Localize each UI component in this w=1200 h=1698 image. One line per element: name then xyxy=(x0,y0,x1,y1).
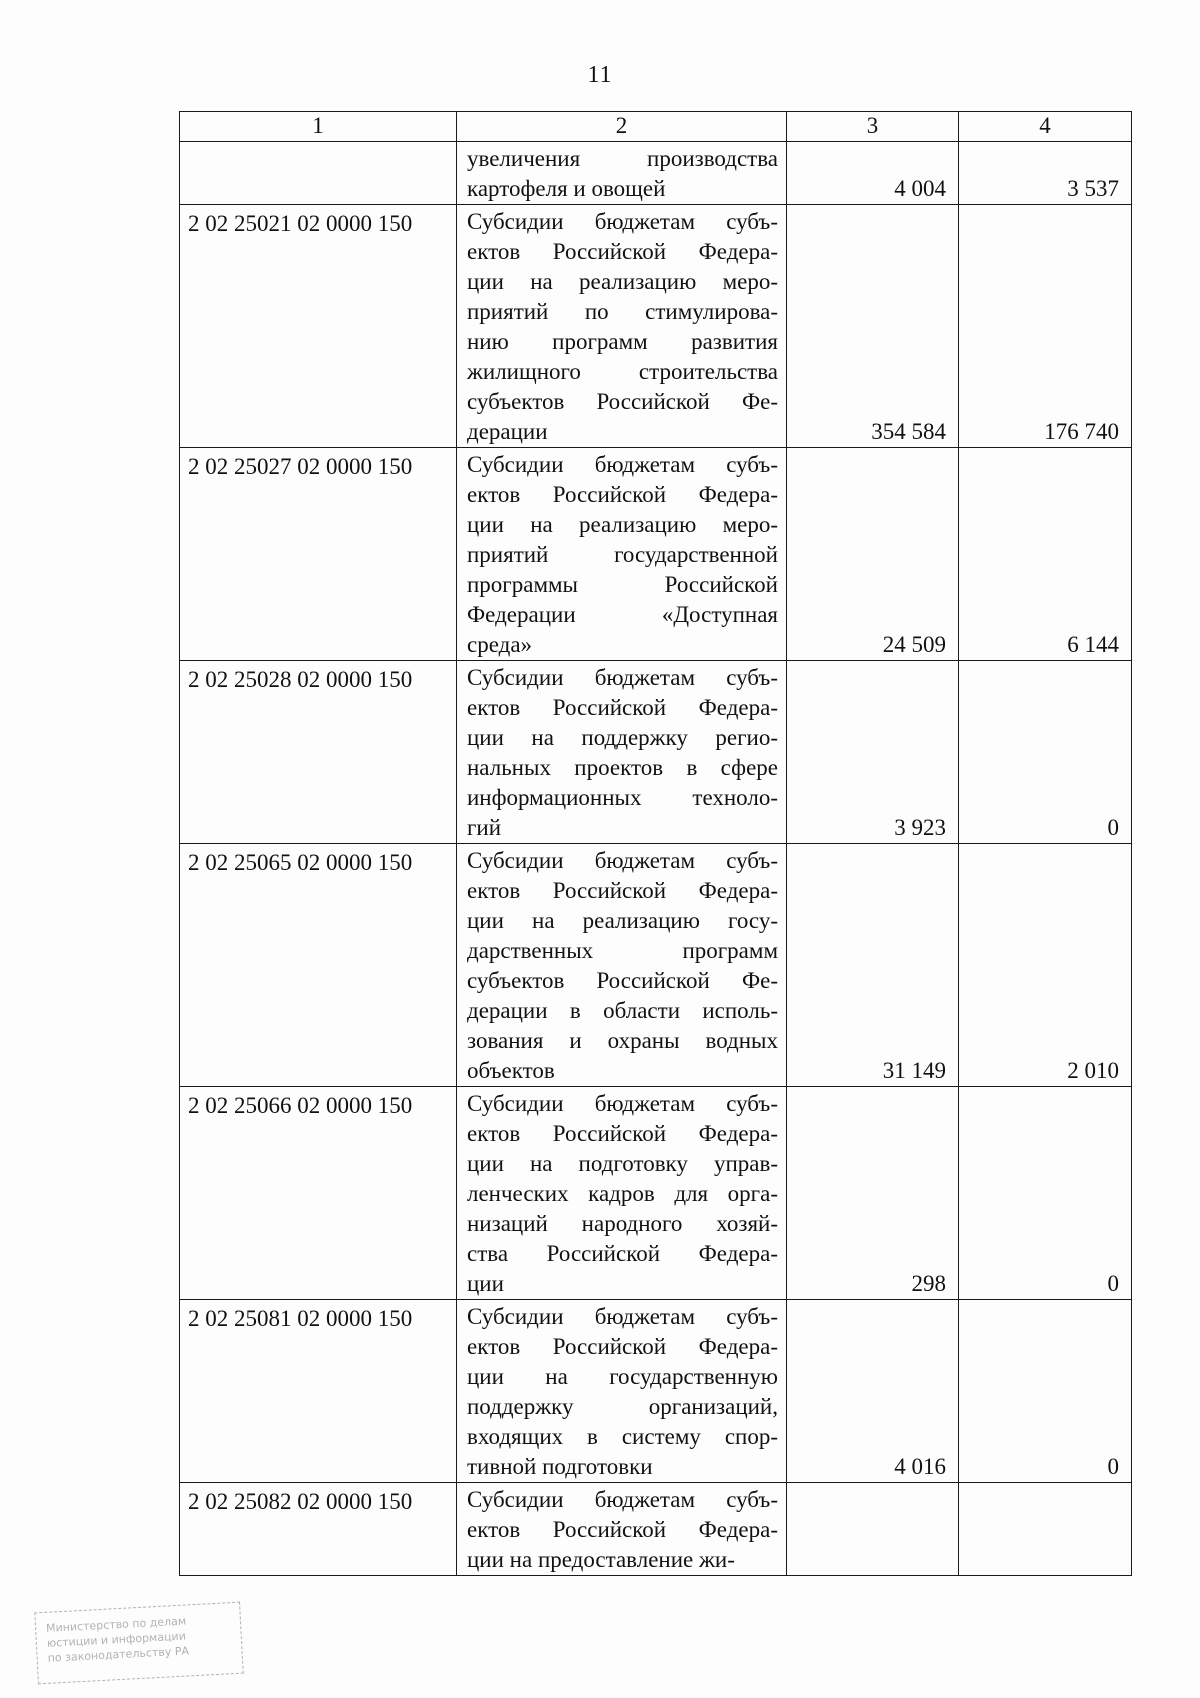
description-line: Субсидии бюджетам субъ- xyxy=(467,1304,778,1329)
column-header-4: 4 xyxy=(959,112,1132,142)
budget-code-cell: 2 02 25065 02 0000 150 xyxy=(180,844,457,1087)
budget-code-cell: 2 02 25066 02 0000 150 xyxy=(180,1087,457,1300)
description-cell xyxy=(457,1300,787,1483)
amount-col4-cell: 6 144 xyxy=(959,448,1132,661)
description-line: Субсидии бюджетам субъ- xyxy=(467,848,778,873)
description-line: ции xyxy=(467,1271,504,1296)
description-line: субъектов Российской Фе- xyxy=(467,389,778,414)
description-line: поддержку организаций, xyxy=(467,1394,778,1419)
description-line: дерации xyxy=(467,419,548,444)
amount-col3-cell: 4 004 xyxy=(787,142,959,205)
description-line: гий xyxy=(467,815,502,840)
description-line: ектов Российской Федера- xyxy=(467,239,778,264)
amount-col4-cell: 176 740 xyxy=(959,205,1132,448)
amount-col3-cell: 3 923 xyxy=(787,661,959,844)
column-header-1: 1 xyxy=(180,112,457,142)
description-cell xyxy=(457,142,787,205)
description-line: объектов xyxy=(467,1058,555,1083)
description-line: зования и охраны водных xyxy=(467,1028,778,1053)
budget-code-cell xyxy=(180,142,457,205)
description-line: низаций народного хозяй- xyxy=(467,1211,778,1236)
description-line: тивной подготовки xyxy=(467,1454,653,1479)
description-line: ции на государственную xyxy=(467,1364,778,1389)
description-line: жилищного строительства xyxy=(467,359,778,384)
description-line: Субсидии бюджетам субъ- xyxy=(467,209,778,234)
description-line: Субсидии бюджетам субъ- xyxy=(467,1487,778,1512)
description-line: увеличения производства xyxy=(467,146,778,171)
description-line: среда» xyxy=(467,632,533,657)
column-header-2: 2 xyxy=(457,112,787,142)
amount-col4-cell: 2 010 xyxy=(959,844,1132,1087)
description-line: ции на реализацию меро- xyxy=(467,269,778,294)
amount-col3-cell: 24 509 xyxy=(787,448,959,661)
description-line: дерации в области исполь- xyxy=(467,998,778,1023)
description-line: ектов Российской Федера- xyxy=(467,1517,778,1542)
description-line: приятий по стимулирова- xyxy=(467,299,778,324)
description-line: ции на поддержку регио- xyxy=(467,725,778,750)
registration-stamp xyxy=(34,1602,243,1685)
description-cell xyxy=(457,205,787,448)
table-row xyxy=(180,1087,1132,1300)
description-line: нальных проектов в сфере xyxy=(467,755,778,780)
budget-code-cell: 2 02 25081 02 0000 150 xyxy=(180,1300,457,1483)
stamp-line: по законодательству РА xyxy=(47,1644,190,1665)
description-line: субъектов Российской Фе- xyxy=(467,968,778,993)
stamp-line: Министерство по делам xyxy=(45,1614,187,1635)
column-header-3: 3 xyxy=(787,112,959,142)
description-line: Федерации «Доступная xyxy=(467,602,778,627)
amount-col4-cell xyxy=(959,1483,1132,1576)
description-line: Субсидии бюджетам субъ- xyxy=(467,452,778,477)
budget-code-cell: 2 02 25021 02 0000 150 xyxy=(180,205,457,448)
table-row xyxy=(180,1300,1132,1483)
description-cell xyxy=(457,661,787,844)
description-line: ции на предоставление жи- xyxy=(467,1547,735,1572)
description-cell xyxy=(457,844,787,1087)
amount-col4-cell: 0 xyxy=(959,1300,1132,1483)
budget-code-cell: 2 02 25082 02 0000 150 xyxy=(180,1483,457,1576)
table-header-row xyxy=(180,112,1132,142)
table-row xyxy=(180,142,1132,205)
description-line: ектов Российской Федера- xyxy=(467,1121,778,1146)
amount-col3-cell: 4 016 xyxy=(787,1300,959,1483)
description-line: ленческих кадров для орга- xyxy=(467,1181,778,1206)
description-cell xyxy=(457,1087,787,1300)
description-line: входящих в систему спор- xyxy=(467,1424,778,1449)
description-line: ции на реализацию госу- xyxy=(467,908,778,933)
description-line: ции на реализацию меро- xyxy=(467,512,778,537)
table-row xyxy=(180,661,1132,844)
description-line: ства Российской Федера- xyxy=(467,1241,778,1266)
amount-col4-cell: 3 537 xyxy=(959,142,1132,205)
budget-table xyxy=(179,111,1132,1576)
description-cell xyxy=(457,448,787,661)
table-row xyxy=(180,448,1132,661)
description-line: нию программ развития xyxy=(467,329,778,354)
description-line: информационных техноло- xyxy=(467,785,778,810)
description-line: дарственных программ xyxy=(467,938,778,963)
description-line: ции на подготовку управ- xyxy=(467,1151,778,1176)
description-line: Субсидии бюджетам субъ- xyxy=(467,665,778,690)
description-line: ектов Российской Федера- xyxy=(467,1334,778,1359)
description-line: ектов Российской Федера- xyxy=(467,695,778,720)
budget-code-cell: 2 02 25027 02 0000 150 xyxy=(180,448,457,661)
description-cell xyxy=(457,1483,787,1576)
amount-col3-cell: 354 584 xyxy=(787,205,959,448)
amount-col4-cell: 0 xyxy=(959,661,1132,844)
description-line: ектов Российской Федера- xyxy=(467,878,778,903)
table-row xyxy=(180,844,1132,1087)
description-line: Субсидии бюджетам субъ- xyxy=(467,1091,778,1116)
description-line: картофеля и овощей xyxy=(467,176,666,201)
page-number: 11 xyxy=(587,62,613,88)
description-line: программы Российской xyxy=(467,572,778,597)
amount-col3-cell xyxy=(787,1483,959,1576)
amount-col3-cell: 31 149 xyxy=(787,844,959,1087)
description-line: ектов Российской Федера- xyxy=(467,482,778,507)
stamp-line: юстиции и информации xyxy=(46,1629,187,1650)
amount-col3-cell: 298 xyxy=(787,1087,959,1300)
description-line: приятий государственной xyxy=(467,542,778,567)
table-row xyxy=(180,205,1132,448)
table-row xyxy=(180,1483,1132,1576)
amount-col4-cell: 0 xyxy=(959,1087,1132,1300)
budget-code-cell: 2 02 25028 02 0000 150 xyxy=(180,661,457,844)
